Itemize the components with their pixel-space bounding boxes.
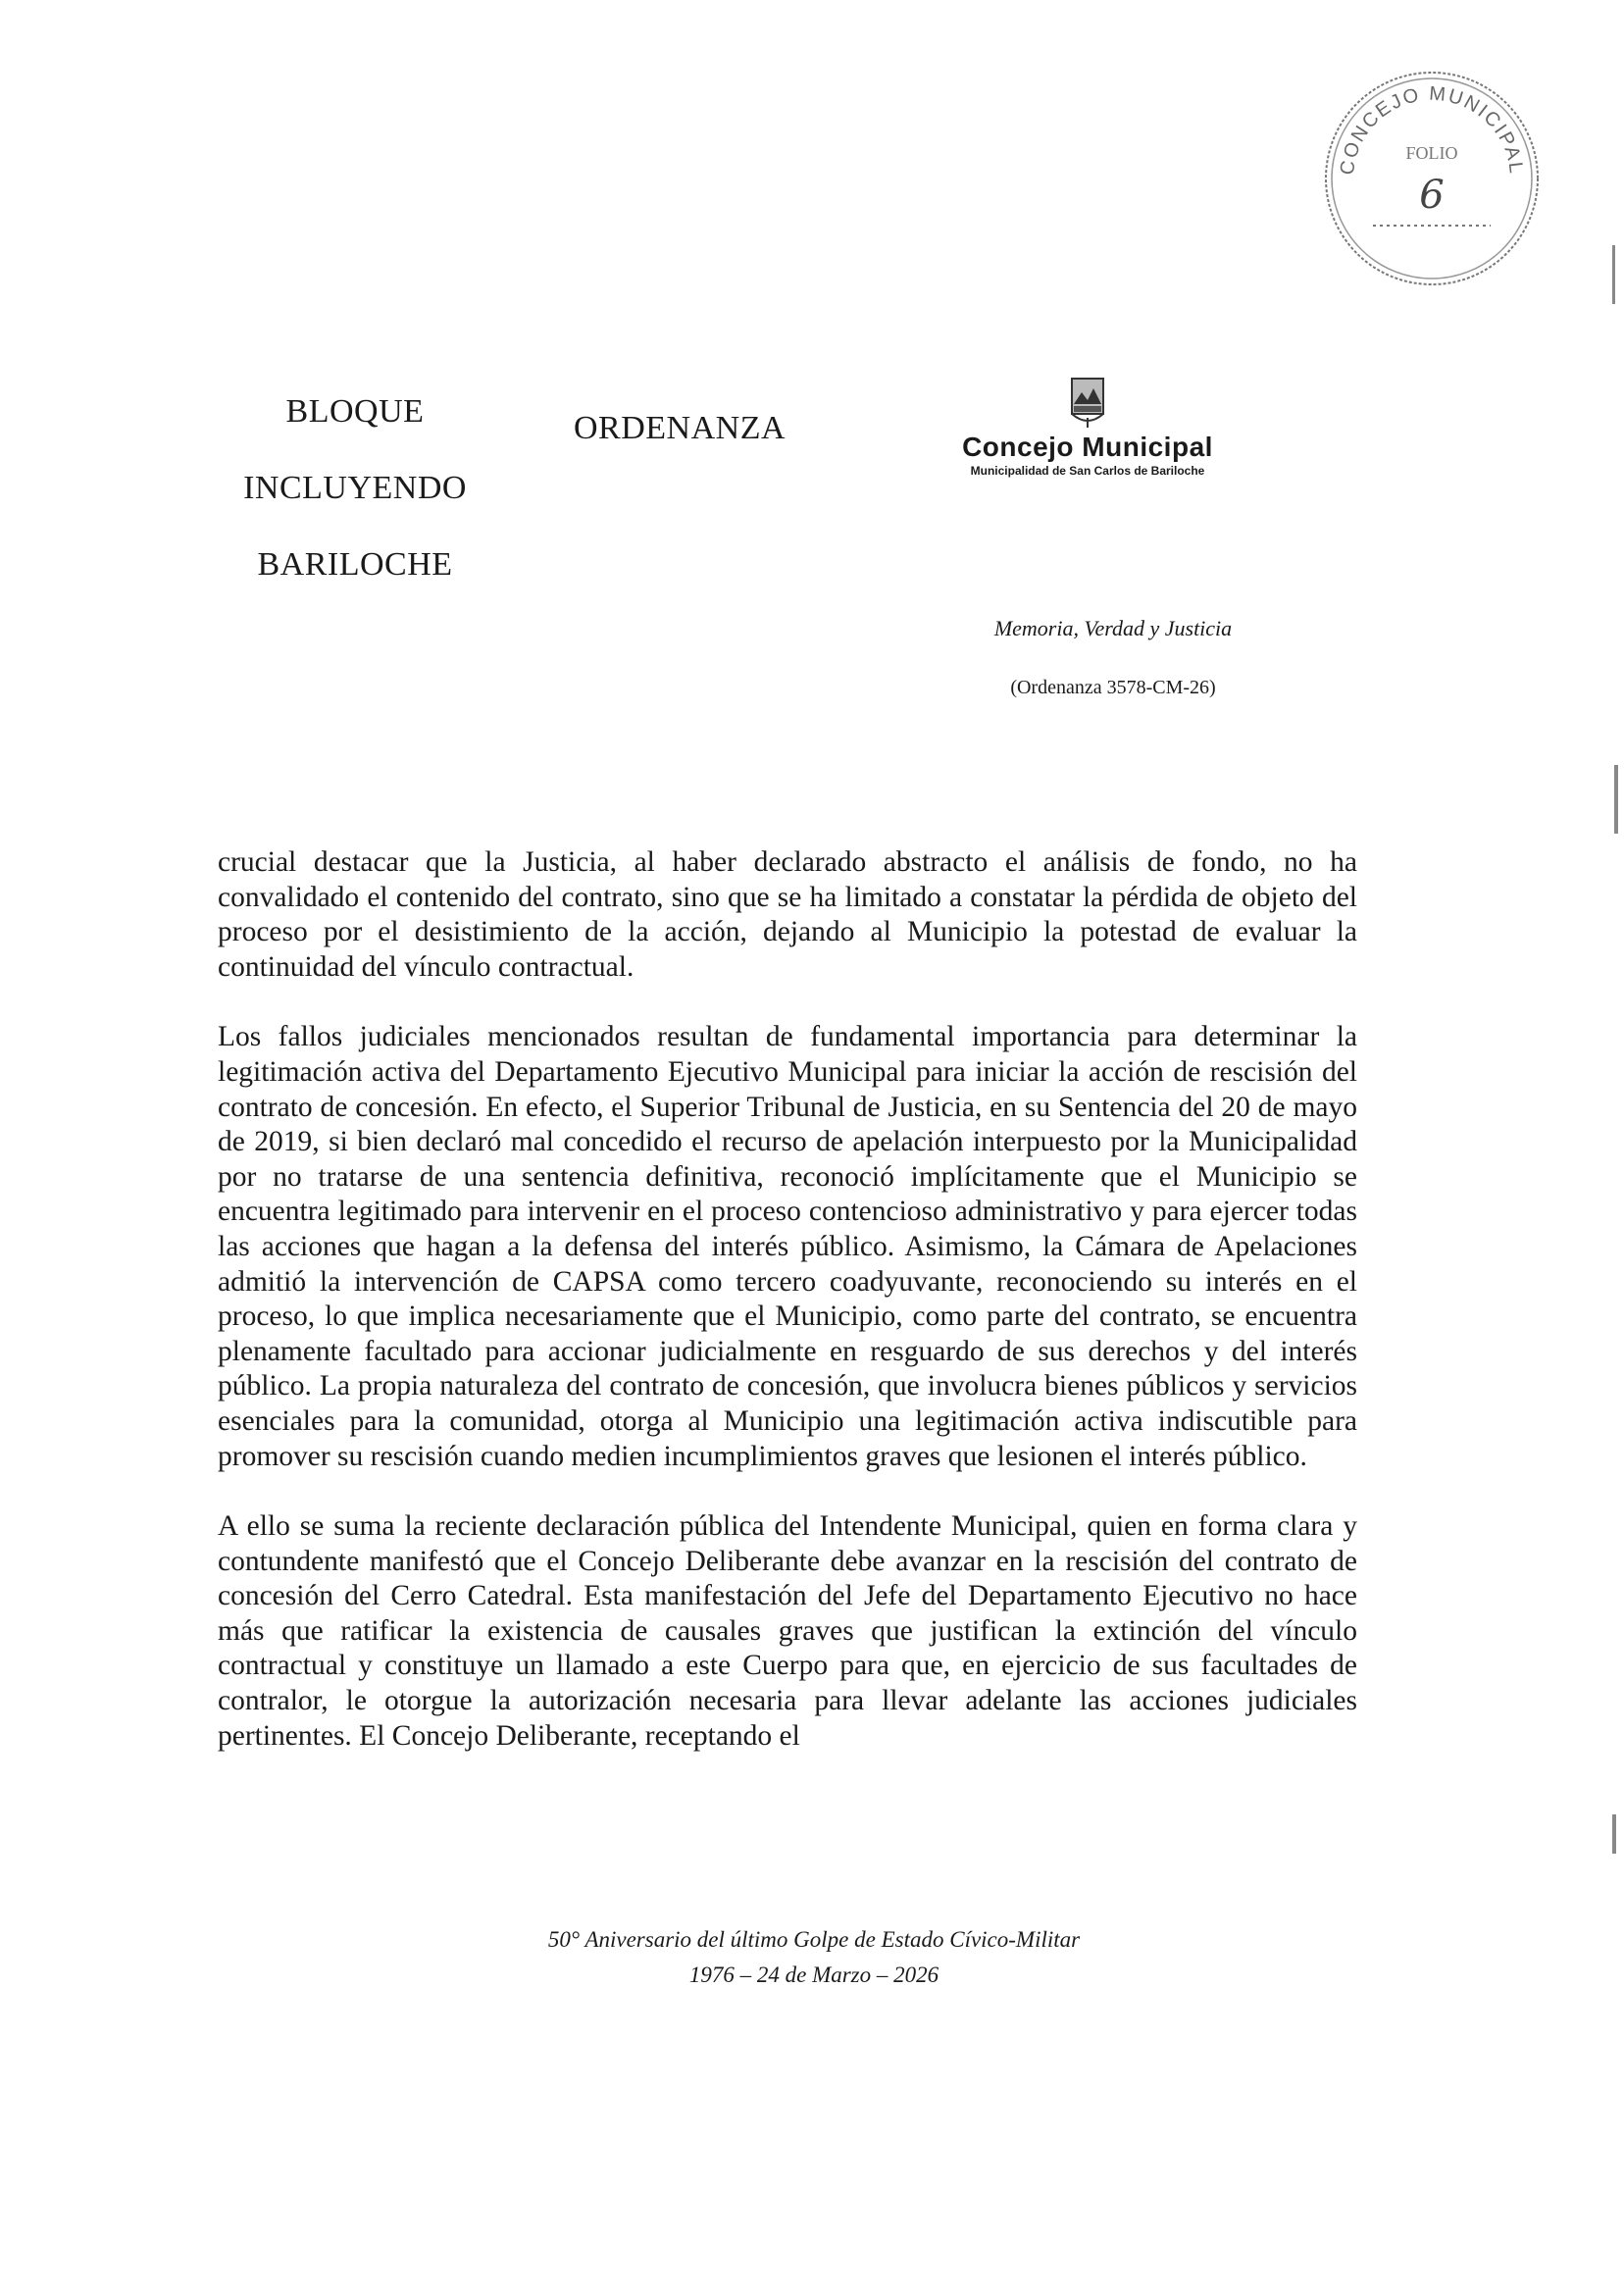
- body-paragraph: crucial destacar que la Justicia, al haber declarado abstracto el análisis de fondo, no ha convalidado el contenido del contrato, sino que se ha limitado a constatar la pérdida de objeto del proceso por el desistimiento de la acción, dejando al Municipio la potestad de evaluar la continuidad del vínculo contractual.: [218, 846, 1357, 983]
- logo-subtitle: Municipalidad de San Carlos de Bariloche: [970, 464, 1205, 478]
- footer-line: 50° Aniversario del último Golpe de Estado Cívico-Militar: [547, 1927, 1081, 1952]
- bloque-line: BARILOCHE: [257, 546, 453, 583]
- ordinance-reference: (Ordenanza 3578-CM-26): [1010, 677, 1216, 698]
- stamp-folio-label: FOLIO: [1405, 143, 1458, 163]
- stamp-folio-number: 6: [1419, 173, 1445, 218]
- logo-name: Concejo Municipal: [962, 432, 1213, 462]
- document-type-title: ORDENANZA: [574, 410, 787, 446]
- folio-stamp: [1314, 61, 1549, 296]
- scan-edge-mark: [1612, 1814, 1616, 1854]
- page-footer: [373, 1922, 1255, 1993]
- footer-line: 1976 – 24 de Marzo – 2026: [688, 1963, 939, 1987]
- body-paragraph: A ello se suma la reciente declaración pública del Intendente Municipal, quien en forma clara y contundente manifestó que el Concejo Deliberante debe avanzar en la rescisión del contrato de concesión del Cerro Catedral. Esta manifestación del Jefe del Departamento Ejecutivo no hace más que ratificar la existencia de causales graves que justifican la extinción del vínculo contractual y constituye un llamado a este Cuerpo para que, en ejercicio de sus facultades de contralor, le otorgue la autorización necesaria para llevar adelante las acciones judiciales pertinentes. El Concejo Deliberante, receptando el: [218, 1510, 1357, 1752]
- municipal-emblem-icon: [1066, 375, 1109, 430]
- bloque-line: BLOQUE: [285, 393, 425, 430]
- body-text: [218, 845, 1357, 1789]
- bloque-line: INCLUYENDO: [243, 470, 467, 506]
- scan-edge-mark: [1614, 765, 1618, 834]
- concejo-logo: [926, 375, 1249, 479]
- bloque-name: [218, 390, 492, 620]
- stamp-seal-icon: [1314, 61, 1549, 296]
- body-paragraph: Los fallos judiciales mencionados resultan de fundamental importancia para determinar la legitimación activa del Departamento Ejecutivo Municipal para iniciar la acción de rescisión del contrato de concesión. En efecto, el Superior Tribunal de Justicia, en su Sentencia del 20 de mayo de 2019, si bien declaró mal concedido el recurso de apelación interpuesto por la Municipalidad por no tratarse de una sentencia definitiva, reconoció implícitamente que el Municipio se encuentra legitimado para intervenir en el proceso contencioso administrativo y para ejercer todas las acciones que hagan a la defensa del interés público. Asimismo, la Cámara de Apelaciones admitió la intervención de CAPSA como tercero coadyuvante, reconociendo su interés en el proceso, lo que implica necesariamente que el Municipio, como parte del contrato, se encuentra plenamente facultado para accionar judicialmente en resguardo de sus derechos y del interés público. La propia naturaleza del contrato de concesión, que involucra bienes públicos y servicios esenciales para la comunidad, otorga al Municipio una legitimación activa indiscutible para promover su rescisión cuando medien incumplimientos graves que lesionen el interés público.: [218, 1021, 1357, 1472]
- motto: Memoria, Verdad y Justicia: [993, 616, 1233, 640]
- stamp-ring-text: CONCEJO MUNICIPAL: [1336, 82, 1528, 177]
- scan-edge-mark: [1612, 245, 1615, 304]
